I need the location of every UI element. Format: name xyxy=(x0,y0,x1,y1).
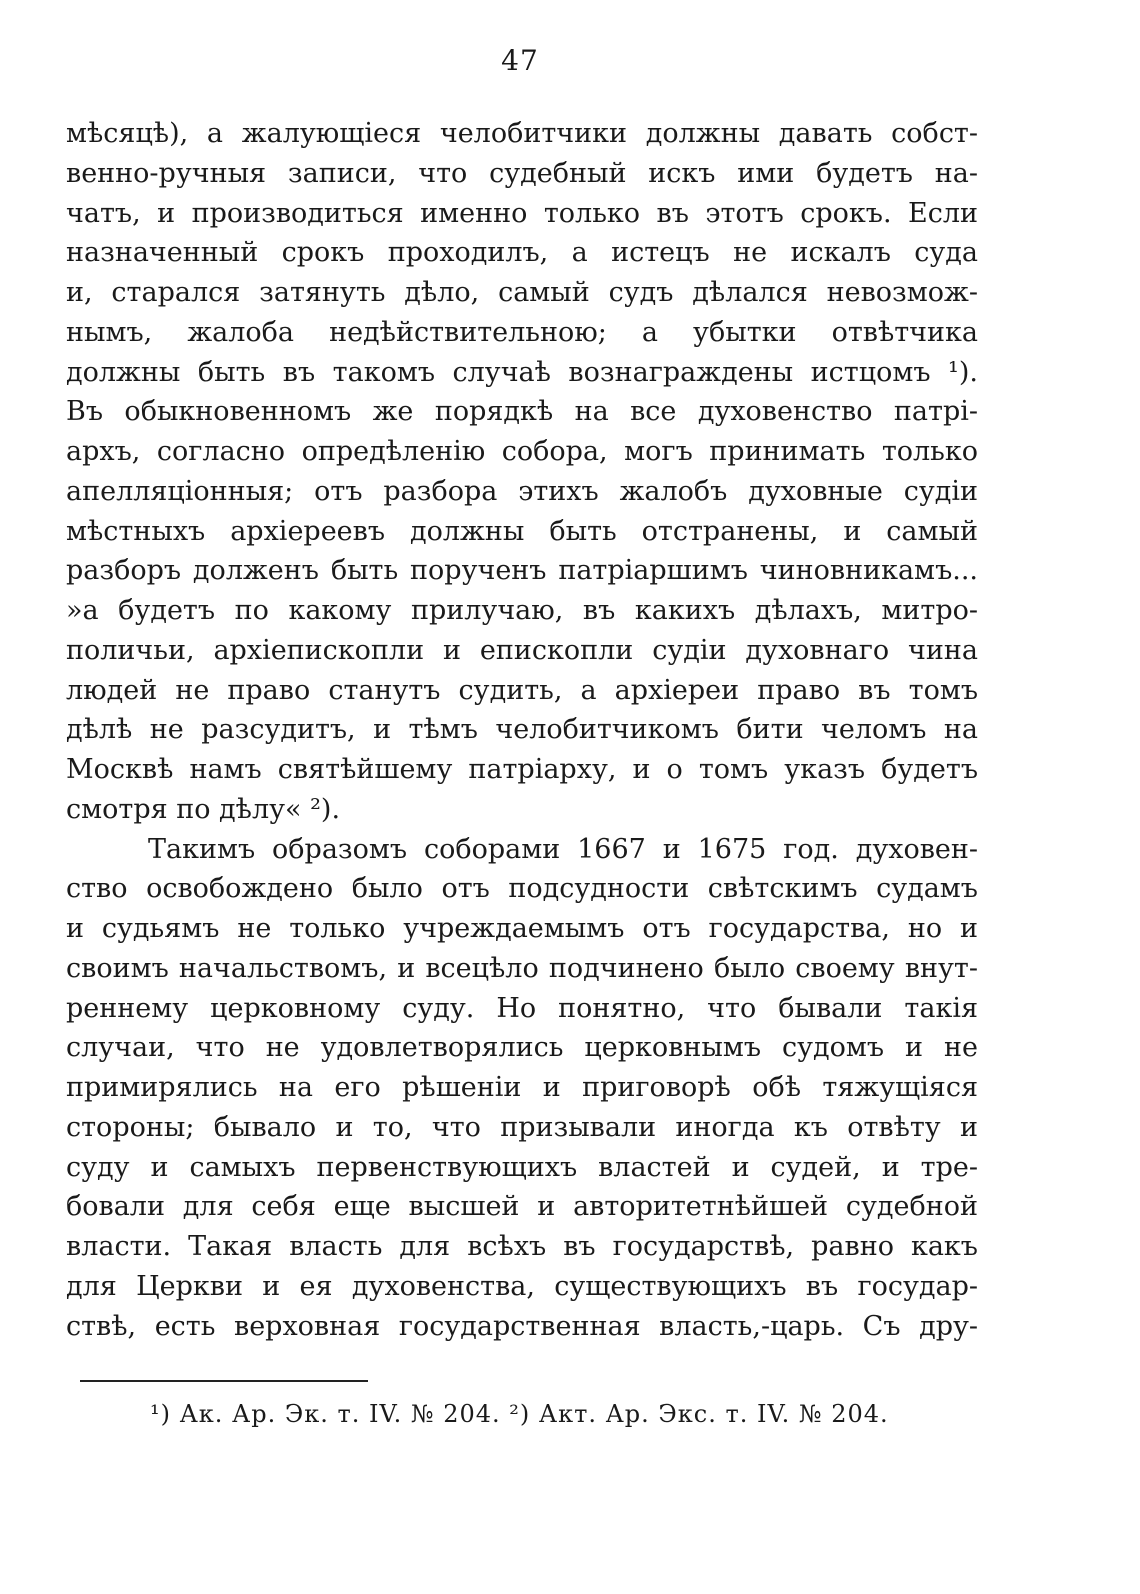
text-line: чатъ, и производиться именно только въ этотъ срокъ. Если xyxy=(66,197,978,229)
text-line: для Церкви и ея духовенства, существующихъ въ государ- xyxy=(66,1270,978,1302)
text-line: ство освобождено было отъ подсудности свѣтскимъ судамъ xyxy=(66,873,978,905)
text-line: суду и самыхъ первенствующихъ властей и судей, и тре- xyxy=(66,1151,978,1183)
text-line: дѣлѣ не разсудитъ, и тѣмъ челобитчикомъ бити челомъ на xyxy=(66,714,978,746)
text-line: мѣстныхъ архіереевъ должны быть отстранены, и самый xyxy=(66,515,978,547)
text-line: венно-ручныя записи, что судебный искъ ими будетъ на- xyxy=(66,157,978,189)
footnotes: ¹) Ак. Ар. Эк. т. IV. № 204. ²) Акт. Ар. Экс. т. IV. № 204. xyxy=(150,1400,889,1428)
text-line: ствѣ, есть верховная государственная власть,-царь. Съ дру- xyxy=(66,1310,978,1342)
text-line: примирялись на его рѣшеніи и приговорѣ обѣ тяжущіяся xyxy=(66,1072,978,1103)
text-line: случаи, что не удовлетворялись церковнымъ судомъ и не xyxy=(66,1032,978,1064)
text-line: апелляціонныя; отъ разбора этихъ жалобъ духовные судіи xyxy=(66,475,978,507)
text-line: Въ обыкновенномъ же порядкѣ на все духовенство патрі- xyxy=(66,396,978,428)
text-line: Такимъ образомъ соборами 1667 и 1675 год. духовен- xyxy=(148,833,978,865)
text-line: и судьямъ не только учреждаемымъ отъ государства, но и xyxy=(66,913,978,944)
text-line: и, старался затянуть дѣло, самый судъ дѣлался невозмож- xyxy=(66,277,978,308)
text-line: своимъ начальствомъ, и всецѣло подчинено было своему внут- xyxy=(66,952,978,984)
text-line: разборъ долженъ быть порученъ патріаршимъ чиновникамъ... xyxy=(66,555,978,587)
text-line: Москвѣ намъ святѣйшему патріарху, и о томъ указъ будетъ xyxy=(66,754,978,785)
text-line: назначенный срокъ проходилъ, а истецъ не искалъ суда xyxy=(66,237,978,269)
footnote-divider xyxy=(80,1380,368,1382)
page-number: 47 xyxy=(501,44,539,77)
text-line: нымъ, жалоба недѣйствительною; а убытки отвѣтчика xyxy=(66,316,978,348)
text-line: стороны; бывало и то, что призывали иногда къ отвѣту и xyxy=(66,1111,978,1143)
text-line: смотря по дѣлу« ²). xyxy=(66,793,341,825)
text-line: архъ, согласно опредѣленію собора, могъ принимать только xyxy=(66,436,978,467)
text-line: людей не право станутъ судить, а архіереи право въ томъ xyxy=(66,674,978,706)
text-line: бовали для себя еще высшей и авторитетнѣйшей судебной xyxy=(66,1191,978,1223)
text-line: »а будетъ по какому прилучаю, въ какихъ дѣлахъ, митро- xyxy=(66,595,978,626)
text-line: должны быть въ такомъ случаѣ вознаграждены истцомъ ¹). xyxy=(66,356,978,388)
text-line: власти. Такая власть для всѣхъ въ государствѣ, равно какъ xyxy=(66,1231,978,1262)
text-line: мѣсяцѣ), а жалующіеся челобитчики должны давать собст- xyxy=(66,118,978,149)
text-line: поличьи, архіепископли и епископли судіи духовнаго чина xyxy=(66,634,978,666)
main-text xyxy=(66,114,978,1346)
text-line: реннему церковному суду. Но понятно, что бывали такія xyxy=(66,992,978,1024)
